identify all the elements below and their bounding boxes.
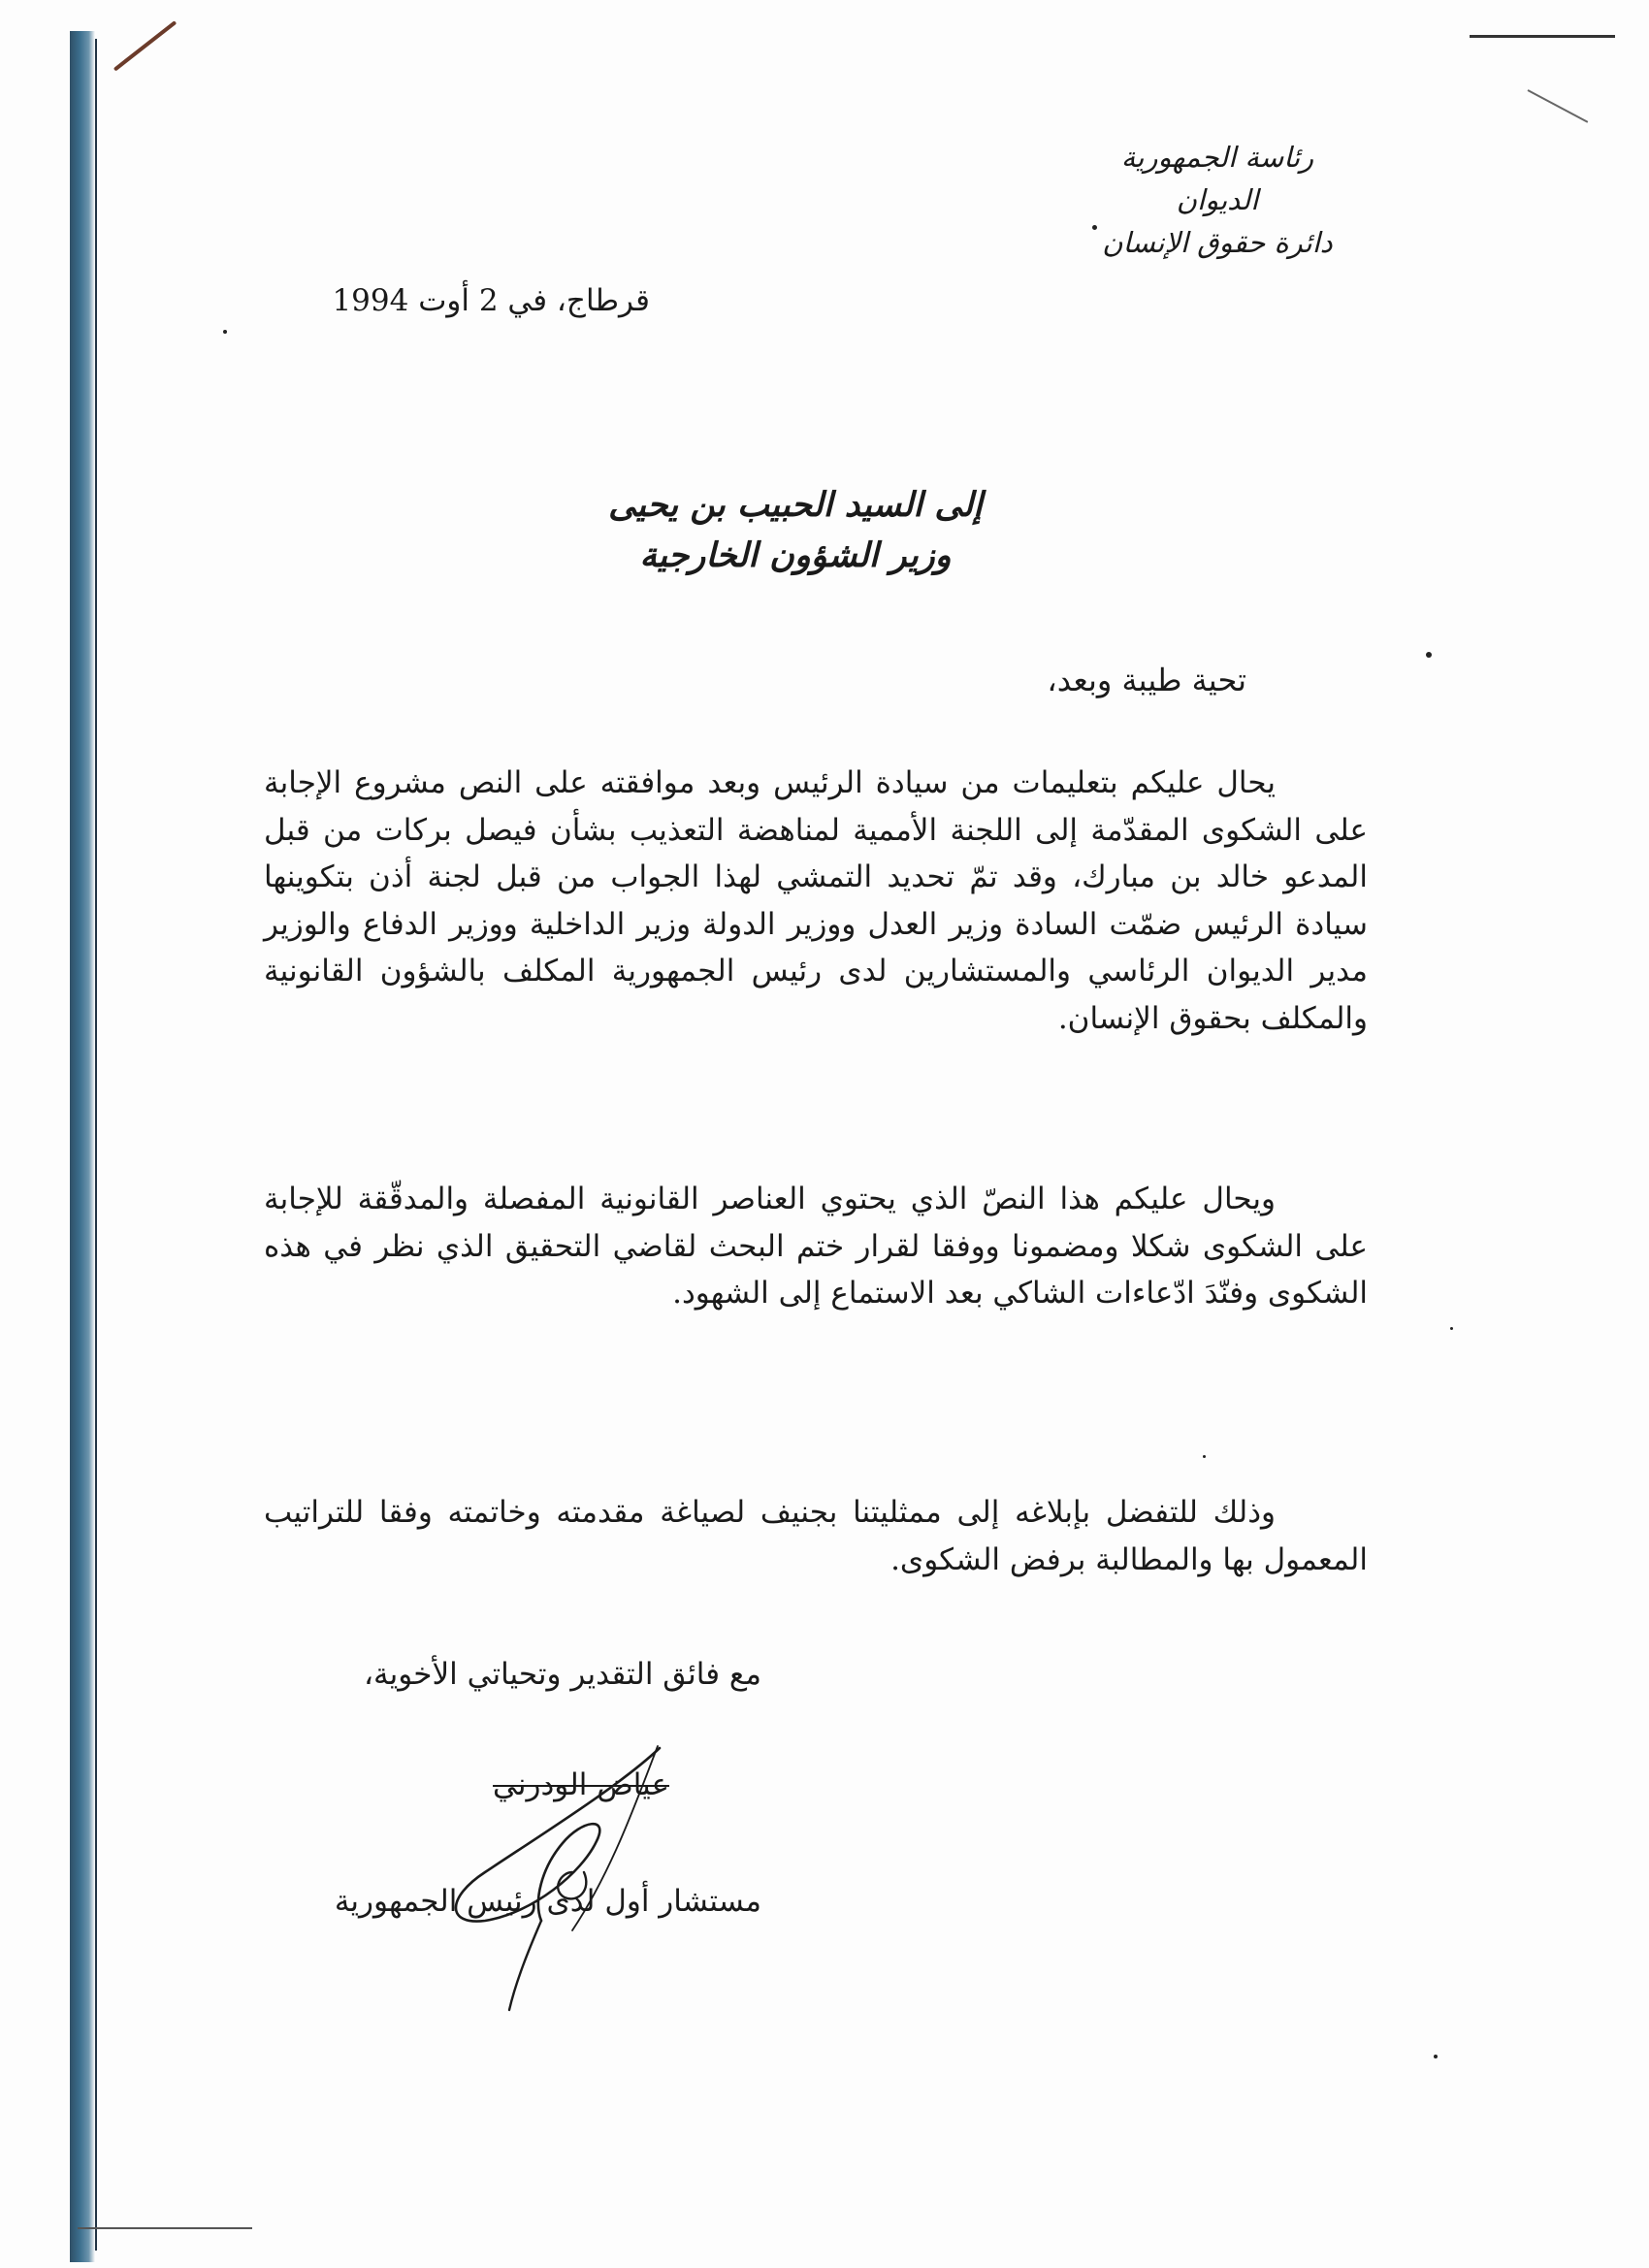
scan-bottom-rule (78, 2227, 252, 2229)
body-paragraph-3 (264, 1489, 1368, 1583)
paragraph-text: ويحال عليكم هذا النصّ الذي يحتوي العناصر القانونية المفصلة والمدقّقة للإجابة على الشكوى شكلا ومضمونا ووفقا لقرار ختم البحث لقاضي التحقيق الذي نظر في هذه الشكوى وفنّدَ ادّعاءات الشاكي بعد الاستماع إلى الشهود. (264, 1182, 1368, 1311)
scan-speck (1426, 652, 1432, 658)
header-department: دائرة حقوق الإنسان (1102, 226, 1333, 259)
signer-title: مستشار أول لدى رئيس الجمهورية (334, 1884, 761, 1919)
body-paragraph-1 (264, 760, 1368, 1042)
body-paragraph-2 (264, 1176, 1368, 1317)
scan-speck (1450, 1327, 1453, 1330)
letter-date: قرطاج، في 2 أوت 1994 (332, 283, 650, 318)
scan-speck (1434, 2055, 1438, 2058)
scan-speck (223, 330, 227, 334)
addressee-name: إلى السيد الحبيب بن يحيى (608, 485, 983, 525)
scan-edge-line (95, 39, 97, 2251)
addressee-title: وزير الشؤون الخارجية (639, 535, 952, 575)
addressee-block (543, 480, 1048, 581)
paragraph-text: وذلك للتفضل بإبلاغه إلى ممثليتنا بجنيف لصياغة مقدمته وخاتمته وفقا للتراتيب المعمول بها والمطالبة برفض الشكوى. (264, 1495, 1368, 1577)
closing-salutation: مع فائق التقدير وتحياتي الأخوية، (364, 1657, 761, 1692)
scan-speck (1203, 1455, 1206, 1458)
scan-smudge (113, 20, 178, 71)
paragraph-text: يحال عليكم بتعليمات من سيادة الرئيس وبعد موافقته على النص مشروع الإجابة على الشكوى المقدّمة إلى اللجنة الأممية لمناهضة التعذيب بشأن فيصل بركات من قبل المدعو خالد بن مبارك، وقد تمّ تحديد التمشي لهذا الجواب من قبل لجنة أذن بتكوينها سيادة الرئيس ضمّت السادة وزير العدل ووزير الدولة وزير الداخلية ووزير الدفاع والوزير مدير الديوان الرئاسي والمستشارين لدى رئيس الجمهورية المكلف بالشؤون القانونية والمكلف بحقوق الإنسان. (264, 765, 1368, 1036)
scan-edge-strip (70, 31, 95, 2262)
issuer-header (1043, 136, 1392, 264)
scan-top-rule (1470, 35, 1615, 38)
handwritten-signature (427, 1727, 679, 2018)
greeting: تحية طيبة وبعد، (1047, 662, 1246, 698)
header-presidency: رئاسة الجمهورية (1120, 141, 1314, 174)
header-cabinet: الديوان (1176, 183, 1259, 216)
scan-smudge (1528, 89, 1589, 123)
signer-name: عياض الودرني (493, 1767, 669, 1802)
